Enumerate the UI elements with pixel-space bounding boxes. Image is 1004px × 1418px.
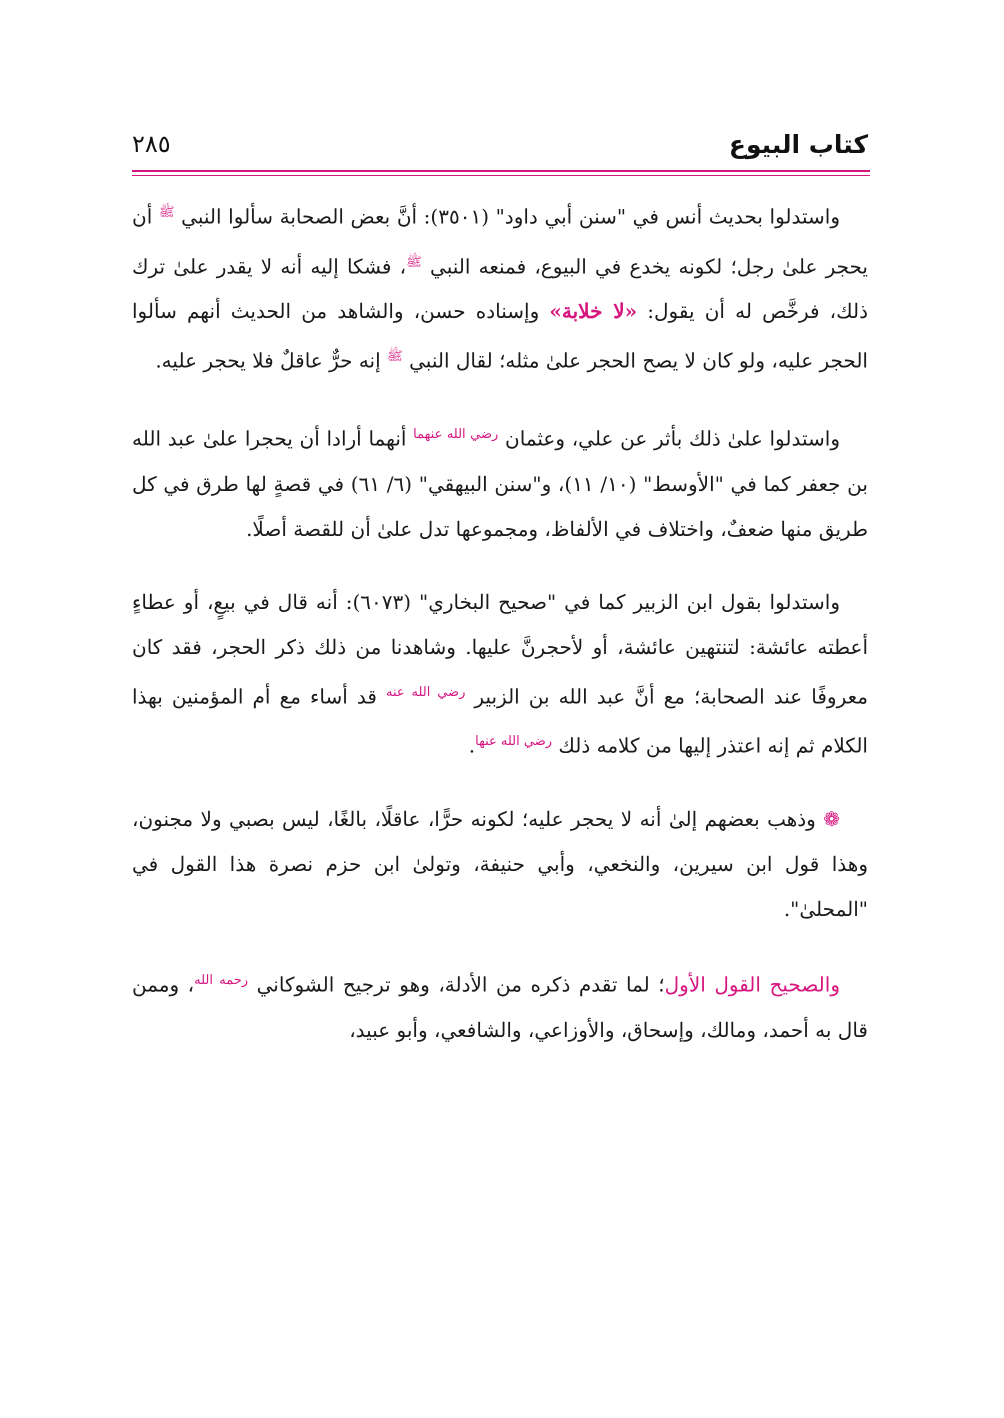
text-run: . <box>468 733 476 758</box>
salawat-glyph: ﷺ <box>158 205 175 220</box>
page-number: ٢٨٥ <box>132 130 171 158</box>
radiallah-glyph: رضي الله عنهما <box>413 426 499 442</box>
text-run: ؛ لما تقدم ذكره من الأدلة، وهو ترجيح الشوكاني <box>248 972 665 997</box>
header-rule-thick <box>132 170 870 172</box>
flower-icon: ❁ <box>823 806 840 831</box>
rahimahullah-glyph: رحمه الله <box>194 972 249 988</box>
paragraph-conclusion <box>132 958 868 1053</box>
quoted-phrase: «لا خلابة» <box>549 299 638 324</box>
page-body <box>132 190 868 1081</box>
header-rule-thin <box>132 175 870 176</box>
text-run: إنه حرٌّ عاقلٌ فلا يحجر عليه. <box>155 348 388 373</box>
salawat-glyph: ﷺ <box>406 254 422 270</box>
text-run: وذهب بعضهم إلىٰ أنه لا يحجر عليه؛ لكونه حرًّا، عاقلًا، بالغًا، ليس بصبي ولا مجنون، وهذا قول ابن سيرين، والنخعي، وأبي حنيفة، وتولىٰ ابن حزم نصرة هذا القول في "المحلىٰ". <box>132 806 868 921</box>
paragraph-ali-uthman <box>132 412 868 552</box>
paragraph-anas-hadith <box>132 190 868 384</box>
paragraph-opposing-view <box>132 797 868 932</box>
book-title: كتاب البيوع <box>728 130 868 159</box>
conclusion-lead: والصحيح القول الأول <box>664 972 840 997</box>
text-run: ، فشكا إليه أنه لا يقدر علىٰ ترك ذلك، فرخَّص له أن يقول: <box>132 254 868 324</box>
text-run: أنهما أرادا أن يحجرا علىٰ عبد الله بن جعفر كما في "الأوسط" (١٠/ ١١)، و"سنن البيهقي" (٦/ ٦١) في قصةٍ لها طرق في كل طريق منها ضعفٌ، واختلاف في الألفاظ، ومجموعها تدل علىٰ أن للقصة أصلًا. <box>132 426 868 541</box>
salawat-glyph: ﷺ <box>387 349 403 365</box>
radiallah-glyph: رضي الله عنها <box>475 734 553 750</box>
text-run: وإسناده حسن، والشاهد من الحديث أنهم سألوا الحجر عليه، ولو كان لا يصح الحجر علىٰ مثله؛ لقال النبي <box>132 299 868 373</box>
text-run: قد أساء مع أم المؤمنين بهذا الكلام ثم إنه اعتذر إليها من كلامه ذلك <box>132 684 868 758</box>
text-run: ، وممن قال به أحمد، ومالك، وإسحاق، والأوزاعي، والشافعي، وأبو عبيد، <box>132 972 868 1042</box>
text-run: واستدلوا بقول ابن الزبير كما في "صحيح البخاري" (٦٠٧٣): أنه قال في بيعٍ، أو عطاءٍ أعطته عائشة: لتنتهين عائشة، أو لأحجرنَّ عليها. وشاهدنا من ذلك ذكر الحجر، فقد كان معروفًا عند الصحابة؛ مع أنَّ عبد الله بن الزبير <box>132 589 868 709</box>
text-run: واستدلوا بحديث أنس في "سنن أبي داود" (٣٥٠١): أنَّ بعض الصحابة سألوا النبي <box>174 204 840 229</box>
page-header <box>132 126 868 170</box>
text-run: أن يحجر علىٰ رجل؛ لكونه يخدع في البيوع، فمنعه النبي <box>132 204 868 279</box>
radiallah-glyph: رضي الله عنه <box>386 684 466 700</box>
paragraph-ibn-zubair <box>132 580 868 769</box>
text-run: واستدلوا علىٰ ذلك بأثر عن علي، وعثمان <box>498 426 840 451</box>
